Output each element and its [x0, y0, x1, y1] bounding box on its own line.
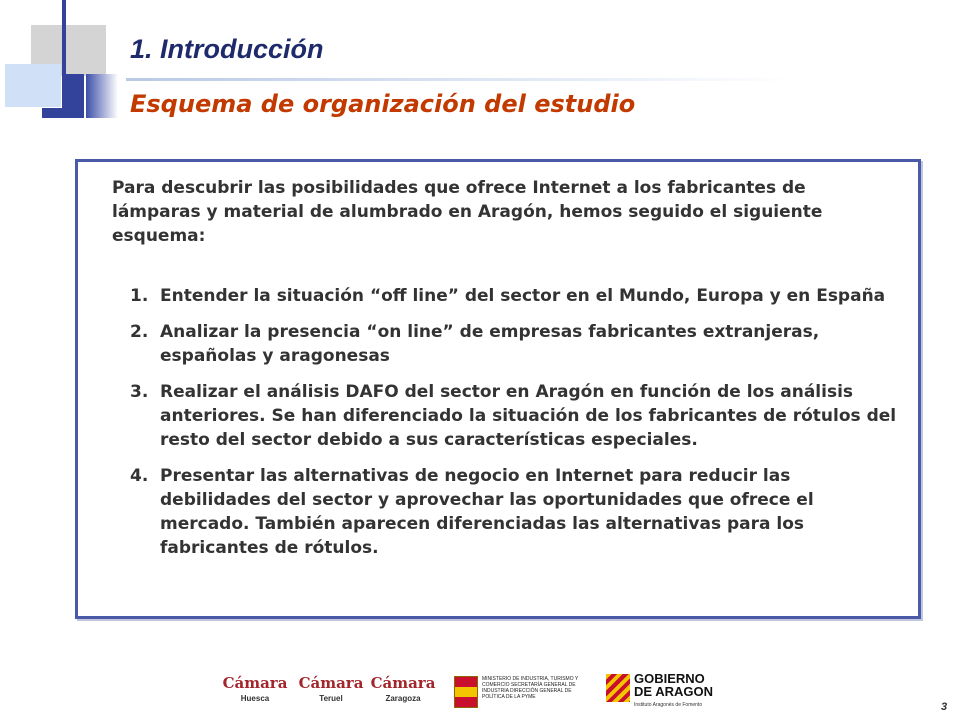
- steps-list: [130, 284, 905, 572]
- intro-paragraph: Para descubrir las posibilidades que ofrece Internet a los fabricantes de lámparas y material de alumbrado en Aragón, hemos seguido el siguiente esquema:: [112, 178, 823, 246]
- step-text: Entender la situación “off line” del sector en el Mundo, Europa y en España: [160, 286, 886, 306]
- step-number: 1.: [130, 286, 149, 306]
- camara-zaragoza-logo: Cámara Zaragoza: [370, 674, 436, 703]
- decor-bar-horizontal: [42, 108, 84, 118]
- list-item: [130, 320, 905, 368]
- step-number: 2.: [130, 322, 149, 342]
- ministry-logo: MINISTERIO DE INDUSTRIA, TURISMO Y COMERCIO SECRETARÍA GENERAL DE INDUSTRIA DIRECCIÓN GENERAL DE POLÍTICA DE LA PYME: [454, 676, 594, 708]
- coat-of-arms-icon: [454, 676, 478, 708]
- aragon-flag-icon: [606, 674, 630, 702]
- gobierno-aragon-logo: GOBIERNO DE ARAGON Instituto Aragonés de Fomento: [606, 672, 716, 712]
- step-text: Analizar la presencia “on line” de empresas fabricantes extranjeras, españolas y aragonesas: [160, 322, 820, 366]
- step-number: 4.: [130, 466, 149, 486]
- camara-huesca-logo: Cámara Huesca: [222, 674, 288, 703]
- page-number: 3: [941, 701, 948, 713]
- decor-gradient-block: [86, 74, 118, 118]
- list-item: [130, 284, 905, 308]
- camara-teruel-logo: Cámara Teruel: [298, 674, 364, 703]
- step-number: 3.: [130, 382, 149, 402]
- page-subtitle: Esquema de organización del estudio: [130, 90, 636, 118]
- title-divider: [126, 78, 794, 81]
- step-text: Realizar el análisis DAFO del sector en Aragón en función de los análisis anteriores. Se han diferenciado la situación de los fabricantes de rótulos del resto del sector debido a sus características especiales.: [160, 382, 897, 450]
- page-title: 1. Introducción: [130, 34, 324, 64]
- decor-square-lightblue: [5, 64, 61, 107]
- list-item: [130, 380, 905, 452]
- list-item: [130, 464, 905, 560]
- step-text: Presentar las alternativas de negocio en Internet para reducir las debilidades del sector y aprovechar las oportunidades que ofrece el mercado. También aparecen diferenciadas las alternativas para los fabricantes de rótulos.: [160, 466, 814, 558]
